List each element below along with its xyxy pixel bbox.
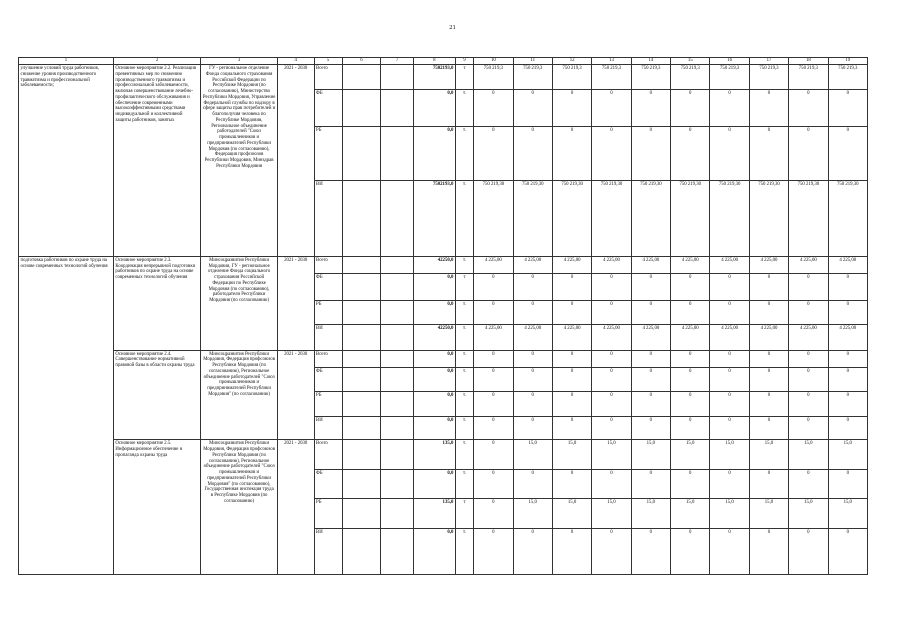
year-value: 0 xyxy=(592,300,631,324)
year-value: 0 xyxy=(710,469,749,499)
year-value: 750 219,3 xyxy=(552,65,591,89)
total-amount: 0,0 xyxy=(413,89,455,127)
year-value: 15,0 xyxy=(631,440,670,470)
total-amount: 0,0 xyxy=(413,392,455,416)
task-description: улучшение условий труда работников, снижение уровня производственного травматизма и профессиональной заболеваемости; xyxy=(19,65,114,257)
total-amount: 0,0 xyxy=(413,127,455,181)
year-value: 0 xyxy=(749,300,788,324)
empty-cell xyxy=(342,367,381,391)
empty-cell xyxy=(342,256,381,273)
year-value: 15,0 xyxy=(671,499,710,529)
table-row xyxy=(19,440,868,470)
year-value: 0 xyxy=(749,392,788,416)
year-value: 750 219,3 xyxy=(789,65,828,89)
year-value: 0 xyxy=(552,528,591,574)
funding-source: Всего xyxy=(314,440,342,470)
year-value: 0 xyxy=(513,350,552,367)
empty-cell xyxy=(381,416,413,439)
empty-cell xyxy=(342,392,381,416)
column-number: 19 xyxy=(828,58,867,65)
funding-source: Всего xyxy=(314,256,342,273)
funding-source: ВИ xyxy=(314,528,342,574)
year-value: 750 219,3 xyxy=(671,65,710,89)
empty-cell xyxy=(342,181,381,256)
year-value: 0 xyxy=(552,89,591,127)
year-value: 0 xyxy=(631,367,670,391)
year-value: 0 xyxy=(631,416,670,439)
year-value: 750 219,30 xyxy=(592,181,631,256)
year-value: 0 xyxy=(671,469,710,499)
responsible-executor: ГУ - региональное отделение Фонда социального страхования Российской Федерации по Республике Мордовия (по согласованию), Министерство Республики Мордовия, Управление Федеральной службы по надзору в сфере защиты прав потребителей и благополучия человека по Республике Мордовия, Региональное объединение работодателей "Союз промышленников и предпринимателей Республики Мордовия (по согласованию), Федерация профсоюзов Республики Мордовия, Минздрав Республики Мордовия xyxy=(201,65,278,257)
year-value: 0 xyxy=(552,416,591,439)
year-value: 15,0 xyxy=(749,440,788,470)
period: 2021 - 2030 xyxy=(277,440,314,575)
year-value: 0 xyxy=(513,89,552,127)
unit: т xyxy=(455,499,473,529)
funding-source: ВИ xyxy=(314,416,342,439)
year-value: 4 225,00 xyxy=(789,325,828,350)
year-value: 15,0 xyxy=(552,499,591,529)
year-value: 0 xyxy=(631,528,670,574)
year-value: 0 xyxy=(552,367,591,391)
task-description: подготовка работников по охране труда на основе современных технологий обучения xyxy=(19,256,114,574)
column-number: 4 xyxy=(277,58,314,65)
program-table xyxy=(18,57,868,575)
year-value: 4 225,00 xyxy=(710,325,749,350)
year-value: 0 xyxy=(552,469,591,499)
year-value: 0 xyxy=(710,392,749,416)
funding-source: ФБ xyxy=(314,367,342,391)
year-value: 0 xyxy=(474,367,513,391)
year-value: 0 xyxy=(749,274,788,301)
total-amount: 7502193,0 xyxy=(413,181,455,256)
year-value: 4 225,00 xyxy=(828,325,867,350)
year-value: 0 xyxy=(710,274,749,301)
year-value: 0 xyxy=(671,528,710,574)
year-value: 0 xyxy=(789,367,828,391)
empty-cell xyxy=(342,89,381,127)
year-value: 0 xyxy=(631,274,670,301)
column-number: 9 xyxy=(455,58,473,65)
column-number: 18 xyxy=(789,58,828,65)
total-amount: 135,0 xyxy=(413,440,455,470)
year-value: 0 xyxy=(631,127,670,181)
funding-source: РБ xyxy=(314,499,342,529)
year-value: 15,0 xyxy=(789,440,828,470)
year-value: 0 xyxy=(631,392,670,416)
column-number: 16 xyxy=(710,58,749,65)
year-value: 0 xyxy=(513,392,552,416)
year-value: 15,0 xyxy=(828,499,867,529)
year-value: 0 xyxy=(828,416,867,439)
funding-source: РБ xyxy=(314,300,342,324)
table-row xyxy=(19,65,868,89)
funding-source: ФБ xyxy=(314,469,342,499)
year-value: 0 xyxy=(513,367,552,391)
year-value: 0 xyxy=(592,274,631,301)
year-value: 0 xyxy=(789,392,828,416)
empty-cell xyxy=(381,256,413,273)
year-value: 0 xyxy=(789,350,828,367)
empty-cell xyxy=(342,499,381,529)
year-value: 0 xyxy=(474,127,513,181)
year-value: 750 219,30 xyxy=(631,181,670,256)
empty-cell xyxy=(381,528,413,574)
year-value: 0 xyxy=(710,416,749,439)
unit: т. xyxy=(455,181,473,256)
total-amount: 135,0 xyxy=(413,499,455,529)
year-value: 0 xyxy=(513,528,552,574)
unit: т xyxy=(455,274,473,301)
year-value: 750 219,3 xyxy=(474,65,513,89)
empty-cell xyxy=(381,367,413,391)
year-value: 750 219,3 xyxy=(592,65,631,89)
year-value: 0 xyxy=(592,469,631,499)
year-value: 0 xyxy=(474,440,513,470)
year-value: 0 xyxy=(671,274,710,301)
year-value: 15,0 xyxy=(828,440,867,470)
empty-cell xyxy=(381,181,413,256)
year-value: 4 225,00 xyxy=(671,325,710,350)
total-amount: 42250,0 xyxy=(413,256,455,273)
year-value: 4 225,00 xyxy=(789,256,828,273)
empty-cell xyxy=(381,469,413,499)
year-value: 750 219,3 xyxy=(710,65,749,89)
year-value: 4 225,00 xyxy=(513,256,552,273)
year-value: 0 xyxy=(631,300,670,324)
empty-cell xyxy=(381,89,413,127)
year-value: 0 xyxy=(474,392,513,416)
empty-cell xyxy=(342,469,381,499)
year-value: 0 xyxy=(671,392,710,416)
year-value: 15,0 xyxy=(631,499,670,529)
responsible-executor: Минсоцразвития Республики Мордовия, Федерация профсоюзов Республики Мордовия (по согласованию), Региональное объединение работодателей "Союз промышленников и предпринимателей Республики Мордовия" (по согласованию) xyxy=(201,350,278,440)
funding-source: РБ xyxy=(314,392,342,416)
year-value: 0 xyxy=(749,350,788,367)
funding-source: ФБ xyxy=(314,89,342,127)
period: 2021 - 2030 xyxy=(277,65,314,257)
year-value: 4 225,00 xyxy=(552,256,591,273)
total-amount: 42250,0 xyxy=(413,325,455,350)
year-value: 0 xyxy=(749,367,788,391)
year-value: 750 219,30 xyxy=(710,181,749,256)
year-value: 15,0 xyxy=(552,440,591,470)
empty-cell xyxy=(381,274,413,301)
year-value: 4 225,00 xyxy=(474,325,513,350)
empty-cell xyxy=(342,440,381,470)
year-value: 15,0 xyxy=(592,440,631,470)
year-value: 0 xyxy=(828,127,867,181)
unit: т. xyxy=(455,127,473,181)
year-value: 0 xyxy=(671,367,710,391)
empty-cell xyxy=(342,528,381,574)
year-value: 0 xyxy=(592,127,631,181)
empty-cell xyxy=(342,300,381,324)
total-amount: 0,0 xyxy=(413,367,455,391)
year-value: 0 xyxy=(631,469,670,499)
year-value: 15,0 xyxy=(749,499,788,529)
year-value: 0 xyxy=(552,127,591,181)
year-value: 0 xyxy=(552,300,591,324)
funding-source: ФБ xyxy=(314,274,342,301)
empty-cell xyxy=(381,440,413,470)
year-value: 0 xyxy=(474,469,513,499)
funding-source: Всего xyxy=(314,350,342,367)
funding-source: ВИ xyxy=(314,181,342,256)
year-value: 750 219,3 xyxy=(513,65,552,89)
event-name: Основное мероприятие 2.4. Совершенствование нормативной правовой базы в области охраны труда xyxy=(113,350,200,440)
year-value: 0 xyxy=(749,89,788,127)
unit: т. xyxy=(455,367,473,391)
empty-cell xyxy=(342,65,381,89)
column-number: 5 xyxy=(314,58,342,65)
year-value: 0 xyxy=(789,127,828,181)
year-value: 0 xyxy=(749,127,788,181)
responsible-executor: Минсоцразвития Республики Мордовия, ГУ - региональное отделение Фонда социального страхования Российской Федерации по Республике Мордовия (по согласованию), работодатели Республики Мордовия (по согласованию) xyxy=(201,256,278,350)
year-value: 0 xyxy=(828,367,867,391)
year-value: 4 225,00 xyxy=(631,256,670,273)
funding-source: РБ xyxy=(314,127,342,181)
year-value: 0 xyxy=(789,469,828,499)
unit: т. xyxy=(455,325,473,350)
year-value: 0 xyxy=(552,274,591,301)
unit: т. xyxy=(455,300,473,324)
year-value: 0 xyxy=(710,350,749,367)
column-number: 11 xyxy=(513,58,552,65)
year-value: 0 xyxy=(789,89,828,127)
year-value: 750 219,30 xyxy=(474,181,513,256)
funding-source: ВИ xyxy=(314,325,342,350)
year-value: 750 219,30 xyxy=(749,181,788,256)
unit: т xyxy=(455,65,473,89)
year-value: 0 xyxy=(474,499,513,529)
year-value: 750 219,3 xyxy=(828,65,867,89)
empty-cell xyxy=(381,127,413,181)
year-value: 0 xyxy=(631,350,670,367)
year-value: 4 225,00 xyxy=(828,256,867,273)
total-amount: 7502193,0 xyxy=(413,65,455,89)
year-value: 0 xyxy=(592,392,631,416)
year-value: 15,0 xyxy=(710,440,749,470)
year-value: 0 xyxy=(710,367,749,391)
year-value: 0 xyxy=(474,350,513,367)
year-value: 0 xyxy=(671,300,710,324)
page-number: 21 xyxy=(449,24,456,31)
year-value: 0 xyxy=(513,469,552,499)
year-value: 4 225,00 xyxy=(671,256,710,273)
empty-cell xyxy=(342,325,381,350)
year-value: 0 xyxy=(552,350,591,367)
unit: т. xyxy=(455,256,473,273)
year-value: 0 xyxy=(671,89,710,127)
year-value: 0 xyxy=(789,416,828,439)
column-number: 1 xyxy=(19,58,114,65)
unit: т. xyxy=(455,350,473,367)
unit: т. xyxy=(455,89,473,127)
year-value: 750 219,3 xyxy=(749,65,788,89)
total-amount: 0,0 xyxy=(413,274,455,301)
year-value: 15,0 xyxy=(513,440,552,470)
year-value: 4 225,00 xyxy=(749,325,788,350)
unit: т. xyxy=(455,528,473,574)
empty-cell xyxy=(381,300,413,324)
year-value: 0 xyxy=(671,127,710,181)
year-value: 4 225,00 xyxy=(592,325,631,350)
year-value: 750 219,30 xyxy=(671,181,710,256)
empty-cell xyxy=(381,65,413,89)
unit: т. xyxy=(455,416,473,439)
year-value: 0 xyxy=(828,300,867,324)
total-amount: 0,0 xyxy=(413,416,455,439)
table-row xyxy=(19,350,868,367)
unit: т. xyxy=(455,440,473,470)
column-number: 10 xyxy=(474,58,513,65)
year-value: 0 xyxy=(631,89,670,127)
year-value: 750 219,30 xyxy=(828,181,867,256)
empty-cell xyxy=(381,499,413,529)
table-row xyxy=(19,256,868,273)
column-number: 15 xyxy=(671,58,710,65)
year-value: 0 xyxy=(592,350,631,367)
year-value: 750 219,30 xyxy=(513,181,552,256)
year-value: 0 xyxy=(513,300,552,324)
year-value: 4 225,00 xyxy=(513,325,552,350)
year-value: 750 219,30 xyxy=(552,181,591,256)
year-value: 4 225,00 xyxy=(474,256,513,273)
year-value: 15,0 xyxy=(592,499,631,529)
year-value: 4 225,00 xyxy=(749,256,788,273)
year-value: 0 xyxy=(552,392,591,416)
empty-cell xyxy=(342,127,381,181)
column-number: 8 xyxy=(413,58,455,65)
column-number: 17 xyxy=(749,58,788,65)
period: 2021 - 2030 xyxy=(277,256,314,350)
year-value: 0 xyxy=(749,469,788,499)
year-value: 0 xyxy=(592,367,631,391)
column-number: 6 xyxy=(342,58,381,65)
year-value: 0 xyxy=(828,392,867,416)
event-name: Основное мероприятие 2.5. Информационное обеспечение и пропаганда охраны труда xyxy=(113,440,200,575)
year-value: 0 xyxy=(710,528,749,574)
year-value: 0 xyxy=(671,416,710,439)
year-value: 0 xyxy=(710,300,749,324)
year-value: 0 xyxy=(513,416,552,439)
year-value: 0 xyxy=(474,89,513,127)
empty-cell xyxy=(381,350,413,367)
total-amount: 0,0 xyxy=(413,469,455,499)
empty-cell xyxy=(381,392,413,416)
empty-cell xyxy=(381,325,413,350)
year-value: 4 225,00 xyxy=(552,325,591,350)
year-value: 750 219,3 xyxy=(631,65,670,89)
period: 2021 - 2030 xyxy=(277,350,314,440)
year-value: 750 219,30 xyxy=(789,181,828,256)
year-value: 0 xyxy=(828,89,867,127)
year-value: 0 xyxy=(474,528,513,574)
empty-cell xyxy=(342,350,381,367)
year-value: 15,0 xyxy=(513,499,552,529)
column-number: 14 xyxy=(631,58,670,65)
year-value: 0 xyxy=(592,528,631,574)
year-value: 0 xyxy=(592,416,631,439)
total-amount: 0,0 xyxy=(413,528,455,574)
year-value: 0 xyxy=(789,300,828,324)
year-value: 0 xyxy=(513,274,552,301)
year-value: 0 xyxy=(474,274,513,301)
year-value: 0 xyxy=(828,469,867,499)
total-amount: 0,0 xyxy=(413,350,455,367)
year-value: 0 xyxy=(828,528,867,574)
year-value: 0 xyxy=(828,350,867,367)
year-value: 0 xyxy=(513,127,552,181)
empty-cell xyxy=(342,416,381,439)
year-value: 0 xyxy=(749,528,788,574)
year-value: 0 xyxy=(789,528,828,574)
year-value: 15,0 xyxy=(671,440,710,470)
event-name: Основное мероприятие 2.2. Реализация превентивных мер по снижению производственного травматизма и профессиональной заболеваемости, включая совершенствование лечебно-профилактического обслуживания и обеспечение современными высокоэффективными средствами индивидуальной и коллективной защиты работников, занятых xyxy=(113,65,200,257)
year-value: 4 225,00 xyxy=(592,256,631,273)
funding-source: Всего xyxy=(314,65,342,89)
year-value: 0 xyxy=(671,350,710,367)
column-number: 13 xyxy=(592,58,631,65)
year-value: 0 xyxy=(828,274,867,301)
year-value: 0 xyxy=(749,416,788,439)
year-value: 0 xyxy=(474,416,513,439)
year-value: 0 xyxy=(592,89,631,127)
unit: т. xyxy=(455,469,473,499)
column-number: 12 xyxy=(552,58,591,65)
column-number: 3 xyxy=(201,58,278,65)
header-row xyxy=(19,58,868,65)
year-value: 0 xyxy=(474,300,513,324)
year-value: 15,0 xyxy=(710,499,749,529)
total-amount: 0,0 xyxy=(413,300,455,324)
year-value: 0 xyxy=(710,127,749,181)
event-name: Основное мероприятие 2.3. Координация непрерывной подготовки работников по охране труда на основе современных технологий обучения xyxy=(113,256,200,350)
column-number: 7 xyxy=(381,58,413,65)
column-number: 2 xyxy=(113,58,200,65)
year-value: 4 225,00 xyxy=(710,256,749,273)
year-value: 4 225,00 xyxy=(631,325,670,350)
year-value: 0 xyxy=(710,89,749,127)
responsible-executor: Минсоцразвития Республики Мордовия, Федерация профсоюзов Республики Мордовия (по согласованию), Региональное объединение работодателей "Союз промышленников и предпринимателей Республики Мордовия" (по согласованию), Государственная инспекция труда в Республике Мордовия (по согласованию) xyxy=(201,440,278,575)
year-value: 0 xyxy=(789,274,828,301)
empty-cell xyxy=(342,274,381,301)
unit: т. xyxy=(455,392,473,416)
year-value: 15,0 xyxy=(789,499,828,529)
